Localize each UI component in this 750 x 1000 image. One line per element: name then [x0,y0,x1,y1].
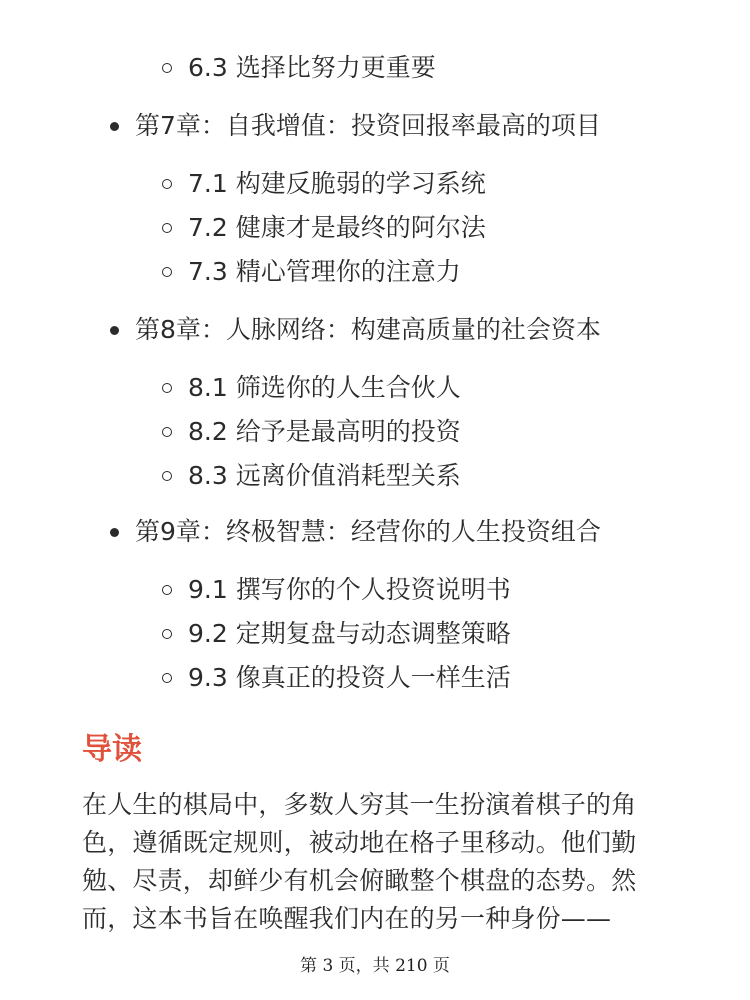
toc-section-item [162,658,511,698]
hollow-bullet-icon [162,629,172,639]
page-number-footer: 第 3 页，共 210 页 [300,956,450,976]
section-heading: 导读 [82,732,142,767]
toc-section-item [162,412,461,452]
toc-chapter-item [110,106,601,146]
toc-chapter-item [110,310,601,350]
toc-item-label: 7.3 精心管理你的注意力 [188,257,461,286]
hollow-bullet-icon [162,63,172,73]
toc-section-item [162,570,511,610]
toc-item-label: 第9章：终极智慧：经营你的人生投资组合 [135,517,601,546]
toc-item-label: 8.1 筛选你的人生合伙人 [188,373,461,402]
hollow-bullet-icon [162,673,172,683]
toc-item-label: 8.3 远离价值消耗型关系 [188,461,461,490]
solid-bullet-icon [110,326,119,335]
toc-item-label: 第7章：自我增值：投资回报率最高的项目 [135,111,601,140]
toc-section-item [162,456,461,496]
hollow-bullet-icon [162,383,172,393]
paragraph-line: 而，这本书旨在唤醒我们内在的另一种身份—— [82,904,612,933]
toc-section-item [162,252,461,292]
hollow-bullet-icon [162,179,172,189]
toc-item-label: 9.1 撰写你的个人投资说明书 [188,575,511,604]
paragraph-line: 在人生的棋局中，多数人穷其一生扮演着棋子的角 [82,790,637,819]
toc-item-label: 9.2 定期复盘与动态调整策略 [188,619,511,648]
hollow-bullet-icon [162,585,172,595]
toc-section-item [162,368,461,408]
hollow-bullet-icon [162,427,172,437]
toc-chapter-item [110,512,601,552]
toc-item-label: 7.1 构建反脆弱的学习系统 [188,169,486,198]
solid-bullet-icon [110,122,119,131]
toc-item-label: 第8章：人脉网络：构建高质量的社会资本 [135,315,601,344]
paragraph-line: 勉、尽责，却鲜少有机会俯瞰整个棋盘的态势。然 [82,866,637,895]
toc-item-label: 9.3 像真正的投资人一样生活 [188,663,511,692]
toc-section-item [162,48,436,88]
paragraph-line: 色，遵循既定规则，被动地在格子里移动。他们勤 [82,828,637,857]
toc-section-item [162,164,486,204]
hollow-bullet-icon [162,471,172,481]
hollow-bullet-icon [162,267,172,277]
toc-section-item [162,614,511,654]
toc-item-label: 8.2 给予是最高明的投资 [188,417,461,446]
toc-item-label: 7.2 健康才是最终的阿尔法 [188,213,486,242]
solid-bullet-icon [110,528,119,537]
intro-paragraph [82,786,672,938]
hollow-bullet-icon [162,223,172,233]
toc-item-label: 6.3 选择比努力更重要 [188,53,436,82]
toc-section-item [162,208,486,248]
